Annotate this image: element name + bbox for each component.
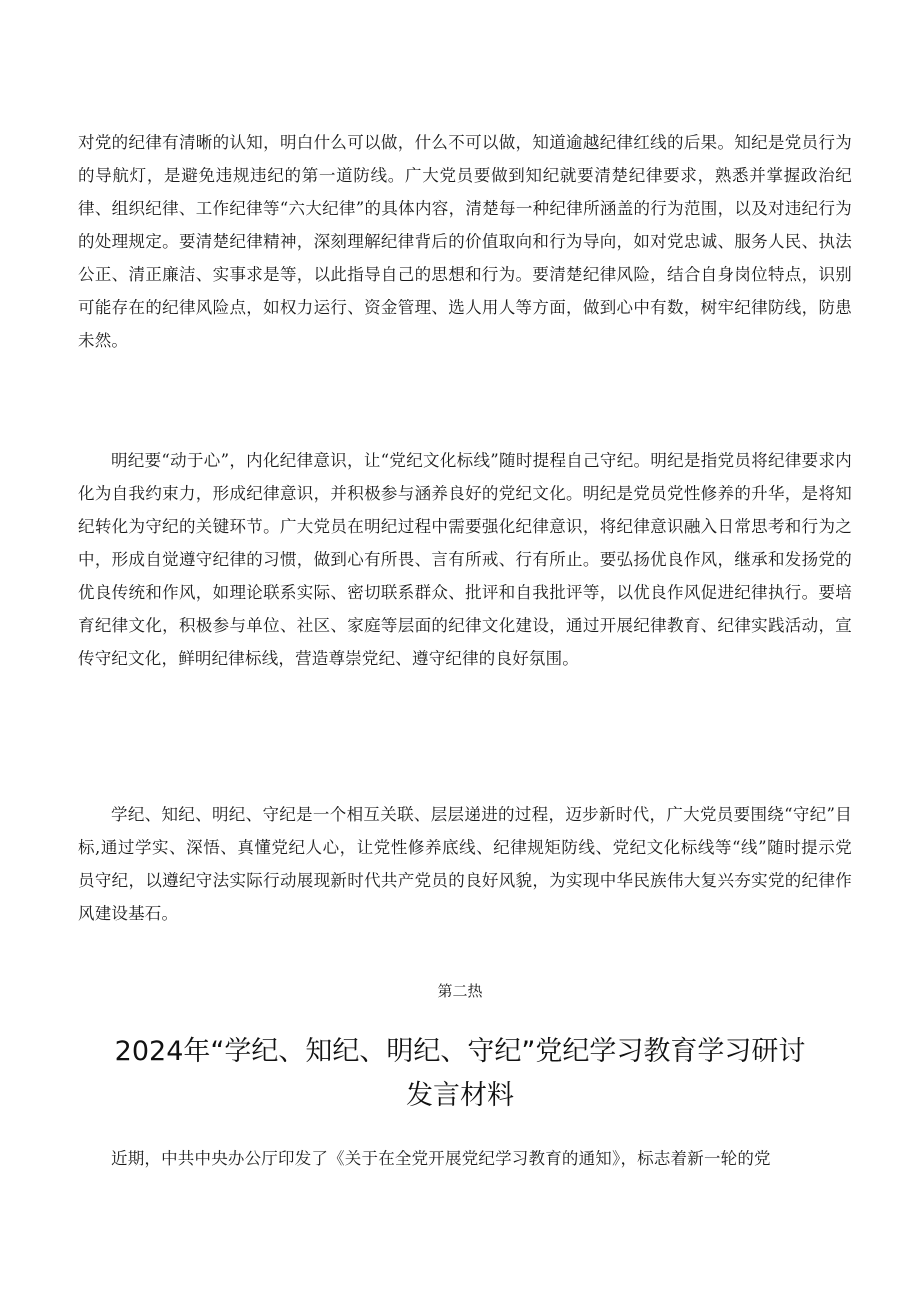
document-title-line1: 2024年“学纪、知纪、明纪、守纪”党纪学习教育学习研讨 bbox=[114, 1036, 806, 1067]
paragraph-understand-discipline: 明纪要“动于心”，内化纪律意识，让“党纪文化标线”随时提程自己守纪。明纪是指党员将纪律要求内化为自我约束力，形成纪律意识，并积极参与涵养良好的党纪文化。明纪是党员党性修养的升华，是将知纪转化为守纪的关键环节。广大党员在明纪过程中需要强化纪律意识，将纪律意识融入日常思考和行为之中，形成自觉遵守纪律的习惯，做到心有所畏、言有所戒、行有所止。要弘扬优良作风，继承和发扬党的优良传统和作风，如理论联系实际、密切联系群众、批评和自我批评等，以优良作风促进纪律执行。要培育纪律文化，积极参与单位、社区、家庭等层面的纪律文化建设，通过开展纪律教育、纪律实践活动，宣传守纪文化，鲜明纪律标线，营造尊崇党纪、遵守纪律的良好氛围。 bbox=[78, 451, 852, 668]
paragraph-intro: 近期，中共中央办公厅印发了《关于在全党开展党纪学习教育的通知》，标志着新一轮的党 bbox=[111, 1149, 771, 1168]
document-title-line2: 发言材料 bbox=[406, 1080, 514, 1111]
paragraph-know-discipline: 对党的纪律有清晰的认知，明白什么可以做，什么不可以做，知道逾越纪律红线的后果。知纪是党员行为的导航灯，是避免违规违纪的第一道防线。广大党员要做到知纪就要清楚纪律要求，熟悉并掌握政治纪律、组织纪律、工作纪律等“六大纪律”的具体内容，清楚每一种纪律所涵盖的行为范围，以及对违纪行为的处理规定。要清楚纪律精神，深刻理解纪律背后的价值取向和行为导向，如对党忠诚、服务人民、执法公正、清正廉洁、实事求是等，以此指导自己的思想和行为。要清楚纪律风险，结合自身岗位特点，识别可能存在的纪律风险点，如权力运行、资金管理、选人用人等方面，做到心中有数，树牢纪律防线，防患未然。 bbox=[78, 133, 852, 350]
section-label: 第二热 bbox=[437, 982, 483, 1000]
document-title bbox=[100, 1030, 820, 1118]
paragraph-summary: 学纪、知纪、明纪、守纪是一个相互关联、层层递进的过程，迈步新时代，广大党员要围绕“守纪”目标,通过学实、深悟、真懂党纪人心，让党性修养底线、纪律规矩防线、党纪文化标线等“线”随时提示党员守纪，以遵纪守法实际行动展现新时代共产党员的良好风貌，为实现中华民族伟大复兴夯实党的纪律作风建设基石。 bbox=[78, 805, 852, 923]
